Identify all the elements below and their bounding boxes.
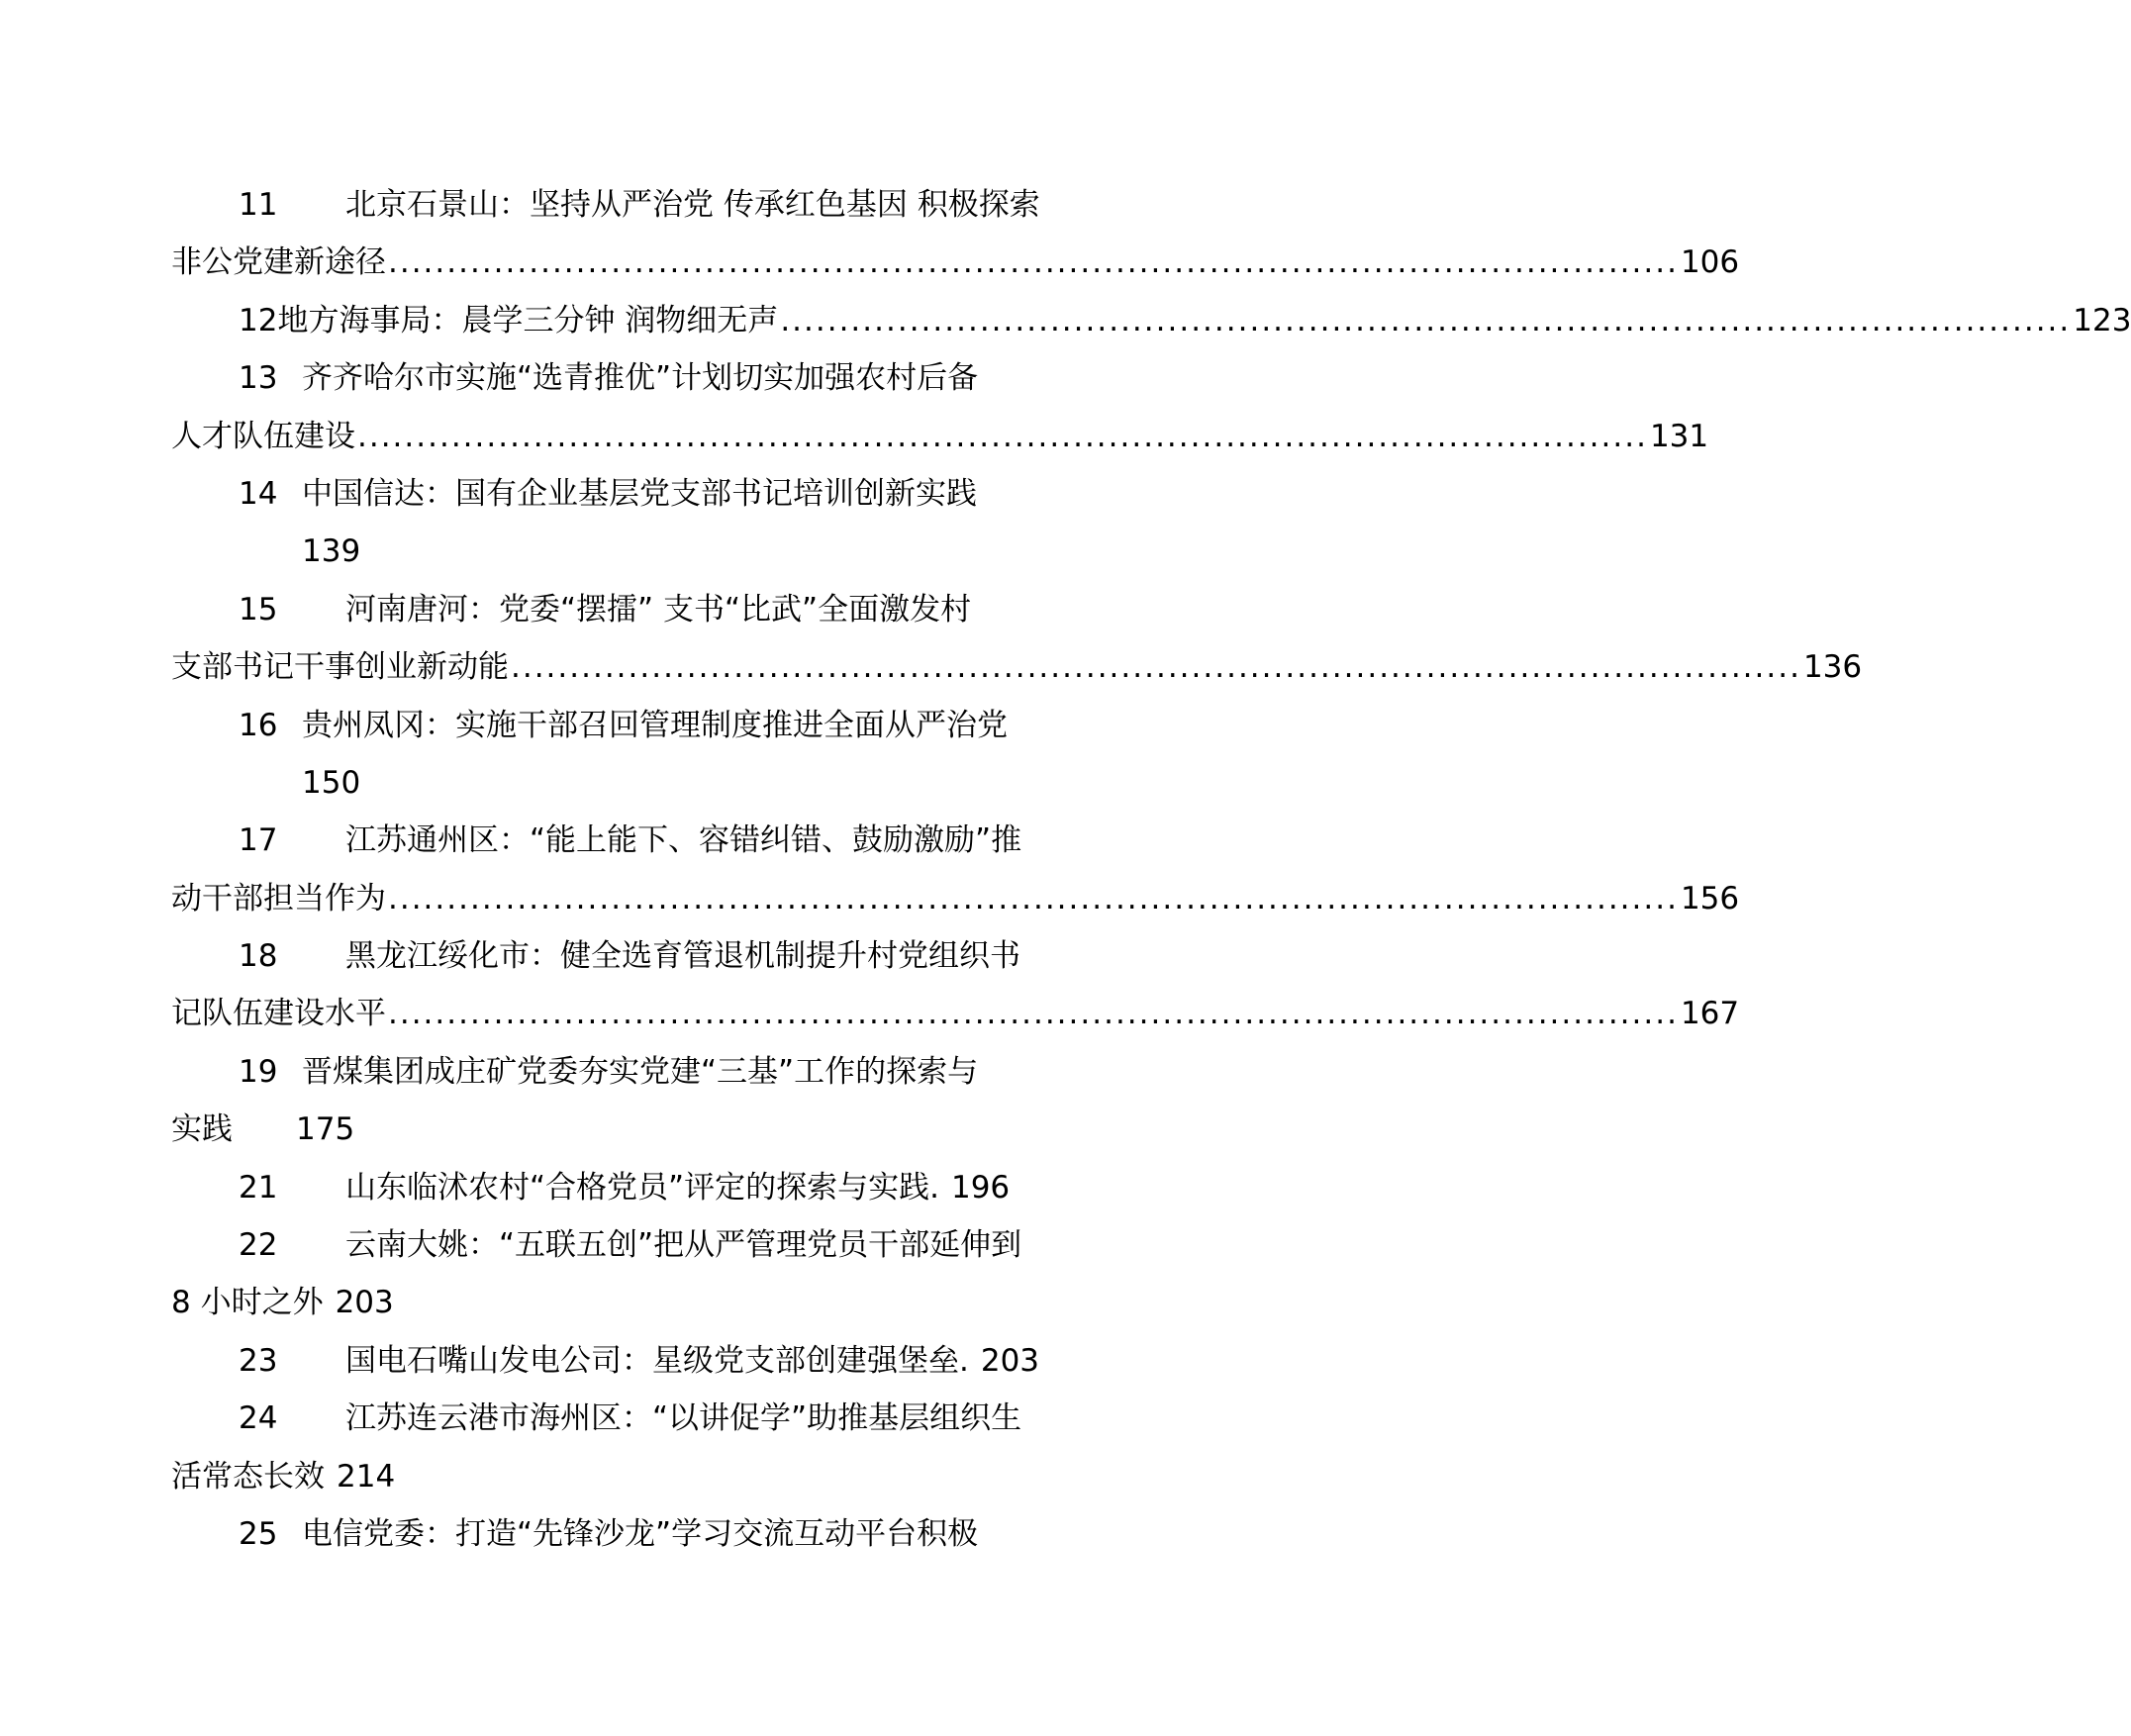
toc-entry-11 bbox=[171, 176, 1084, 234]
entry-title: 中国信达：国有企业基层党支部书记培训创新实践 bbox=[302, 475, 977, 512]
toc-entry-14-cont bbox=[171, 523, 1084, 580]
entry-number: 12 bbox=[239, 302, 278, 338]
toc-entry-19 bbox=[171, 1043, 1084, 1101]
entry-page-number: 203 bbox=[335, 1285, 394, 1321]
entry-title-continued: 记队伍建设水平 bbox=[171, 996, 386, 1032]
entry-number: 15 bbox=[239, 591, 278, 627]
toc-entry-24-cont bbox=[171, 1448, 1084, 1505]
entry-title-continued: 动干部担当作为 bbox=[171, 880, 386, 916]
entry-page-number: 203 bbox=[980, 1342, 1040, 1379]
entry-number: 18 bbox=[239, 938, 278, 975]
toc-entry-13 bbox=[171, 349, 1084, 407]
entry-page-number: 167 bbox=[1680, 996, 1740, 1032]
toc-entry-15 bbox=[171, 581, 1084, 638]
entry-page-number: 123 bbox=[2073, 302, 2131, 338]
entry-number: 14 bbox=[239, 475, 278, 512]
entry-title-continued: 活常态长效 bbox=[171, 1458, 325, 1495]
toc-entry-19-cont bbox=[171, 1101, 1084, 1158]
entry-number: 23 bbox=[239, 1342, 278, 1379]
entry-page-number: 139 bbox=[302, 533, 361, 570]
entry-number: 19 bbox=[239, 1053, 278, 1090]
toc-entry-12 bbox=[171, 292, 2131, 349]
dot-leader: .............................................................................................................. bbox=[388, 880, 1679, 916]
entry-number: 17 bbox=[239, 822, 278, 859]
toc-entry-16-cont bbox=[171, 754, 1084, 812]
entry-number: 11 bbox=[239, 187, 278, 223]
entry-page-number: 214 bbox=[337, 1458, 396, 1495]
entry-title: 齐齐哈尔市实施“选青推优”计划切实加强农村后备 bbox=[302, 360, 979, 397]
toc-entry-13-cont bbox=[171, 408, 1709, 465]
entry-page-number: 156 bbox=[1680, 880, 1740, 916]
toc-entry-16 bbox=[171, 697, 1084, 754]
toc-entry-21 bbox=[171, 1159, 1084, 1216]
entry-page-number: 131 bbox=[1649, 418, 1709, 454]
entry-title-continued: 支部书记干事创业新动能 bbox=[171, 649, 509, 686]
toc-entry-14 bbox=[171, 465, 1084, 523]
toc-entry-17 bbox=[171, 812, 1084, 869]
entry-title: 山东临沭农村“合格党员”评定的探索与实践. bbox=[345, 1169, 939, 1206]
toc-entry-25 bbox=[171, 1505, 1084, 1563]
entry-number: 21 bbox=[239, 1169, 278, 1206]
toc-entry-15-cont bbox=[171, 638, 1863, 696]
dot-leader: .............................................................................................................. bbox=[388, 996, 1679, 1032]
entry-number: 13 bbox=[239, 360, 278, 397]
entry-number: 16 bbox=[239, 707, 278, 743]
toc-entry-18 bbox=[171, 927, 1084, 985]
dot-leader: .............................................................................................................. bbox=[388, 244, 1679, 281]
entry-title: 国电石嘴山发电公司：星级党支部创建强堡垒. bbox=[345, 1342, 969, 1379]
entry-page-number: 106 bbox=[1680, 244, 1740, 281]
entry-title: 河南唐河：党委“摆擂” 支书“比武”全面激发村 bbox=[345, 591, 972, 627]
entry-title: 江苏连云港市海州区：“以讲促学”助推基层组织生 bbox=[345, 1400, 1022, 1437]
entry-title: 晋煤集团成庄矿党委夯实党建“三基”工作的探索与 bbox=[302, 1053, 979, 1090]
toc-entry-22-cont bbox=[171, 1274, 1084, 1331]
toc-entry-18-cont bbox=[171, 985, 1740, 1042]
entry-title-continued: 实践 bbox=[171, 1111, 233, 1148]
dot-leader: .............................................................................................................. bbox=[511, 649, 1801, 686]
entry-page-number: 150 bbox=[302, 764, 361, 801]
toc-entry-17-cont bbox=[171, 870, 1740, 927]
entry-number: 25 bbox=[239, 1515, 278, 1552]
entry-title: 云南大姚：“五联五创”把从严管理党员干部延伸到 bbox=[345, 1227, 1022, 1264]
toc-entry-22 bbox=[171, 1216, 1084, 1274]
entry-title-continued: 人才队伍建设 bbox=[171, 418, 355, 454]
entry-page-number: 196 bbox=[950, 1169, 1011, 1206]
table-of-contents bbox=[171, 176, 2131, 1563]
toc-entry-23 bbox=[171, 1332, 1084, 1390]
entry-title-continued: 非公党建新途径 bbox=[171, 244, 386, 281]
entry-page-number: 136 bbox=[1802, 649, 1863, 686]
entry-title: 江苏通州区：“能上能下、容错纠错、鼓励激励”推 bbox=[345, 822, 1022, 859]
entry-title: 电信党委：打造“先锋沙龙”学习交流互动平台积极 bbox=[302, 1515, 979, 1552]
entry-number: 22 bbox=[239, 1227, 278, 1264]
entry-page-number: 175 bbox=[296, 1111, 355, 1148]
dot-leader: .............................................................................................................. bbox=[780, 302, 2072, 338]
entry-number: 24 bbox=[239, 1400, 278, 1437]
entry-title: 贵州凤冈：实施干部召回管理制度推进全面从严治党 bbox=[302, 707, 1008, 743]
entry-title: 黑龙江绥化市：健全选育管退机制提升村党组织书 bbox=[345, 938, 1020, 975]
entry-title: 地方海事局：晨学三分钟 润物细无声 bbox=[277, 302, 779, 338]
entry-title: 北京石景山：坚持从严治党 传承红色基因 积极探索 bbox=[345, 187, 1040, 223]
dot-leader: .............................................................................................................. bbox=[357, 418, 1648, 454]
entry-title-continued: 8 小时之外 bbox=[171, 1285, 324, 1321]
toc-entry-11-cont bbox=[171, 234, 1740, 291]
toc-entry-24 bbox=[171, 1390, 1084, 1447]
